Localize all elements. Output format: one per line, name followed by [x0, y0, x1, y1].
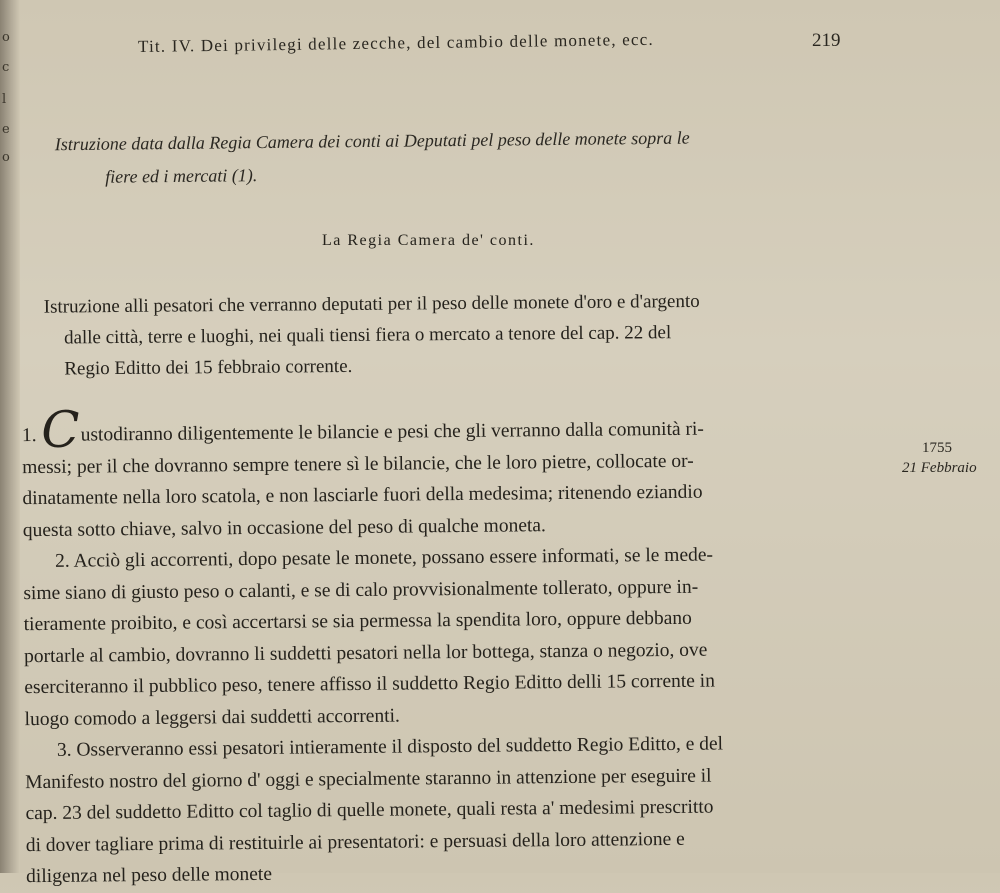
intro-line: dalle città, terre e luoghi, nei quali tiensi fiera o mercato a tenore del cap. 22 del [63, 322, 672, 349]
title-line-2: fiere ed i mercati (1). [105, 165, 258, 187]
body-text [21, 400, 896, 893]
gutter-fragment: o [2, 30, 10, 45]
body-line: sime siano di giusto peso o calanti, e se di calo provvisionalmente tollerato, oppure in- [23, 576, 699, 604]
document-title [55, 120, 866, 194]
body-line: diligenza nel peso delle monete [26, 863, 273, 888]
gutter-fragment: l [2, 92, 7, 107]
body-line: 2. Acciò gli accorrenti, dopo pesate le monete, possano essere informati, se le mede- [55, 544, 714, 572]
margin-date-note [902, 438, 1000, 478]
body-line: Manifesto nostro del giorno d' oggi e specialmente staranno in attenzione per eseguire il [25, 765, 712, 793]
gutter-fragment: c [2, 60, 10, 75]
margin-date-year: 1755 [922, 440, 952, 456]
margin-date-day: 21 Febbraio [902, 460, 977, 476]
drop-cap: C [41, 400, 80, 459]
body-line: ustodiranno diligentemente le bilancie e pesi che gli verranno dalla comunità ri- [80, 418, 704, 446]
running-head: Tit. IV. Dei privilegi delle zecche, del cambio delle monete, ecc. [137, 29, 654, 57]
body-line: tieramente proibito, e così accertarsi se sia permessa la spendita loro, oppure debbano [23, 607, 692, 636]
paragraph-number: 1. [21, 425, 37, 447]
title-line-1: Istruzione data dalla Regia Camera dei conti ai Deputati pel peso delle monete sopra le [54, 127, 690, 155]
gutter-fragment: e [2, 122, 10, 137]
body-line: luogo comodo a leggersi dai suddetti accorrenti. [24, 705, 400, 730]
body-line: portarle al cambio, dovranno li suddetti pesatori nella lor bottega, stanza o negozio, ove [23, 639, 708, 667]
body-line: questa sotto chiave, salvo in occasione del peso di qualche moneta. [22, 514, 546, 541]
body-line: 3. Osserveranno essi pesatori intieramente il disposto del suddetto Regio Editto, e del [56, 733, 724, 761]
gutter-fragment: o [2, 150, 10, 165]
body-line: eserciteranno il pubblico peso, tenere affisso il suddetto Regio Editto delli 15 corrente in [24, 670, 716, 699]
body-line: cap. 23 del suddetto Editto col taglio di quelle monete, quali resta a' medesimi prescritto [25, 796, 714, 825]
body-line: di dover tagliare prima di restituirle ai presentatori: e persuasi della loro attenzione e [25, 828, 685, 856]
body-line: dinatamente nella loro scatola, e non lasciarle fuori della medesima; ritenendo eziandio [22, 481, 703, 510]
section-heading: La Regia Camera de' conti. [322, 232, 535, 249]
intro-paragraph [44, 284, 875, 384]
intro-line: Istruzione alli pesatori che verranno deputati per il peso delle monete d'oro e d'argento [43, 290, 700, 318]
body-line: messi; per il che dovranno sempre tenere sì le bilancie, che le loro pietre, collocate or- [22, 450, 694, 478]
intro-line: Regio Editto dei 15 febbraio corrente. [64, 355, 353, 380]
page-number: 219 [812, 30, 841, 51]
